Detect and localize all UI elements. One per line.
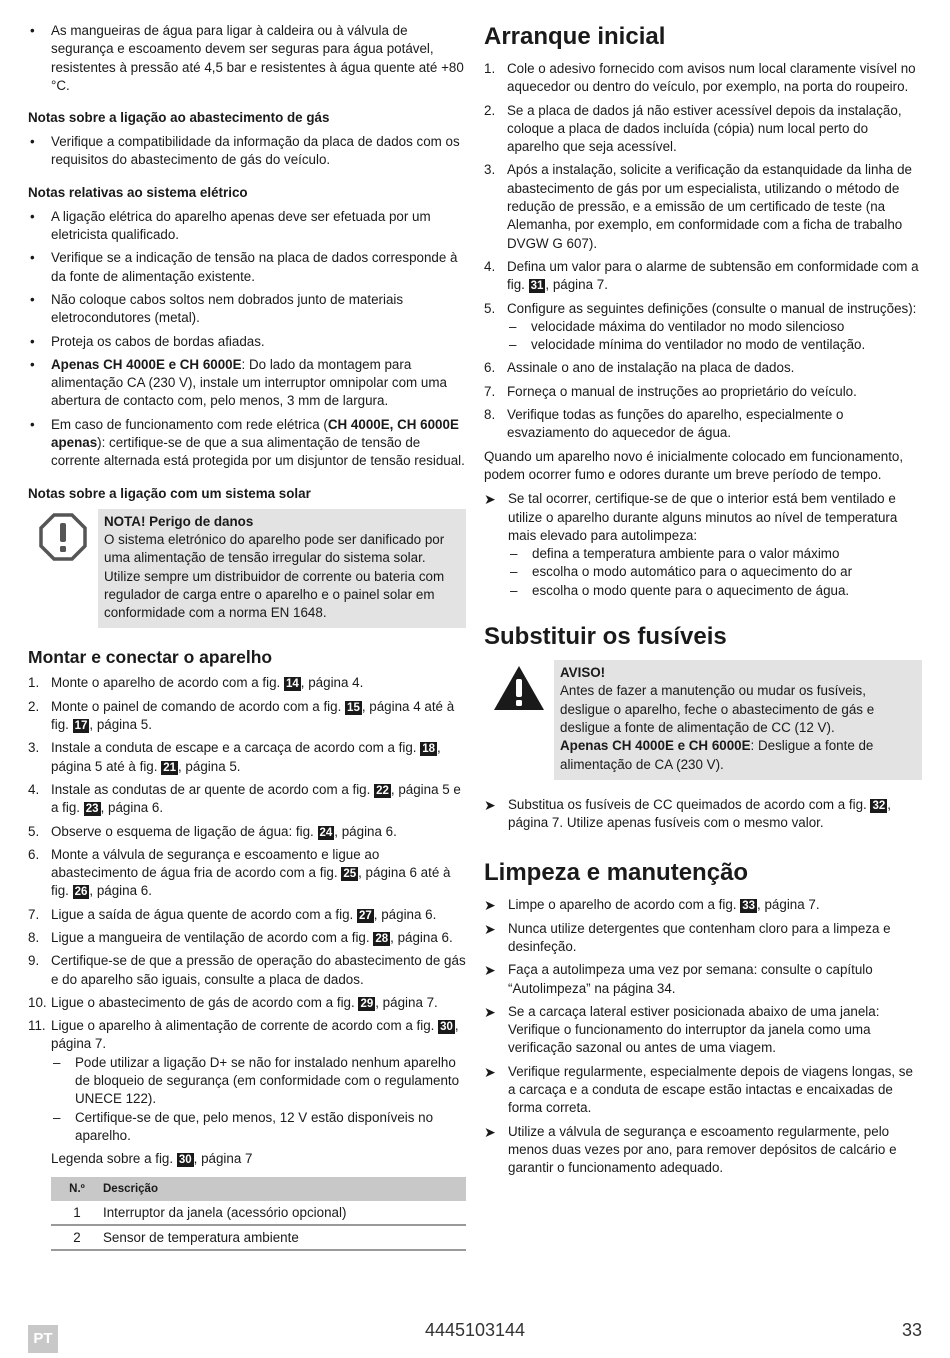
action-text: Se a carcaça lateral estiver posicionada abaixo de uma janela: Verifique o funcionamento do interruptor da janela como uma verificação sazonal ou antes de uma viagem. — [508, 1003, 880, 1056]
cell-number: 1 — [51, 1201, 103, 1225]
step-text: , página 5. — [89, 717, 152, 733]
arrow-icon: ➤ — [484, 897, 496, 914]
bullet-item — [28, 356, 466, 411]
figure-ref: 32 — [872, 799, 886, 812]
step-number: 1. — [28, 675, 40, 691]
step-text: , página 7. — [51, 1018, 459, 1052]
step-text: , página 6 até à fig. — [51, 865, 451, 899]
action-text: Substitua os fusíveis de CC queimados de acordo com a fig. — [508, 796, 871, 812]
figure-ref: 30 — [440, 1021, 453, 1034]
language-badge: PT — [28, 1325, 58, 1353]
step-text: , página 6. — [100, 800, 164, 816]
table-row — [51, 1201, 466, 1225]
step-number: 5. — [28, 823, 40, 839]
bullet-text: Em caso de funcionamento com rede elétrica ( — [51, 416, 328, 432]
warning-body — [554, 660, 922, 780]
figure-ref: 26 — [74, 886, 88, 899]
step-item — [484, 102, 922, 157]
arrow-icon: ➤ — [484, 920, 496, 937]
step-text: , página 6. — [334, 823, 397, 839]
start-actions — [484, 490, 922, 600]
action-text: Verifique regularmente, especialmente depois de viagens longas, se a carcaça e a conduta de escape estão intactas e encaixadas de forma correta. — [508, 1063, 913, 1116]
cell-description: Sensor de temperatura ambiente — [103, 1225, 466, 1250]
action-text: Limpe o aparelho de acordo com a fig. — [508, 897, 741, 913]
step-item — [484, 300, 922, 355]
step-text: Assinale o ano de instalação na placa de dados. — [507, 360, 795, 376]
bullet-item: • Verifique se a indicação de tensão na placa de dados corresponde à da fonte de alimentação existente. — [28, 249, 466, 286]
step-number: 3. — [484, 162, 496, 178]
legend-text: Legenda sobre a fig. — [51, 1151, 177, 1167]
step-number: 1. — [484, 61, 496, 76]
figure-ref: 18 — [422, 743, 436, 756]
cleaning-actions — [484, 896, 922, 1177]
dash-item: – escolha o modo automático para o aquecimento do ar — [508, 563, 922, 581]
step-text: , página 5 e a fig. — [51, 781, 461, 816]
dash-item: – Certifique-se de que, pelo menos, 12 V estão disponíveis no aparelho. — [51, 1109, 466, 1146]
figure-ref: 28 — [375, 932, 389, 945]
step-text: Se a placa de dados já não estiver acessível depois da instalação, coloque a placa de dados incluída (cópia) num local perto do aparelho que seja acessível. — [507, 102, 902, 155]
step-text: Configure as seguintes definições (consulte o manual de instruções): — [507, 300, 917, 316]
step-number: 7. — [484, 383, 496, 399]
cell-number: 2 — [51, 1225, 103, 1250]
step-text: Defina um valor para o alarme de subtensão em conformidade com a fig. — [507, 258, 919, 293]
action-item — [484, 920, 922, 957]
step-text: Certifique-se de que a pressão de operação do abastecimento de gás e do aparelho são iguais, consulte a placa de dados. — [51, 953, 466, 987]
notice-text: O sistema eletrónico do aparelho pode ser danificado por uma alimentação de tensão irregular do sistema solar. Utilize sempre um distribuidor de corrente ou bateria com regulador de carga entre o aparelho e o painel solar em conformidade com a norma EN 1648. — [104, 531, 445, 621]
column-header-description: Descrição — [103, 1177, 466, 1201]
mount-steps — [28, 674, 466, 1145]
arrow-icon: ➤ — [484, 962, 496, 979]
step-text: Observe o esquema de ligação de água: fig. — [51, 823, 318, 839]
bullet-item: • Verifique a compatibilidade da informação da placa de dados com os requisitos do abastecimento de gás do veículo. — [28, 133, 466, 170]
action-item — [484, 1063, 922, 1118]
action-text: Utilize a válvula de segurança e escoamento regularmente, pelo menos duas vezes por ano, para remover depósitos de calcário e garantir o funcionamento adequado. — [508, 1123, 897, 1176]
action-text: Faça a autolimpeza uma vez por semana: consulte o capítulo “Autolimpeza” na página 34. — [508, 962, 873, 996]
warning-text: : Desligue a fonte de alimentação de CA (230 V). — [560, 738, 874, 772]
figure-ref: 23 — [85, 803, 99, 816]
table-header-row — [51, 1177, 466, 1201]
model-restriction: Apenas CH 4000E e CH 6000E — [560, 738, 751, 754]
figure-ref: 24 — [319, 826, 333, 839]
dash-item: – Pode utilizar a ligação D+ se não for instalado nenhum aparelho de bloqueio de segurança (em conformidade com o regulamento UNECE 122). — [51, 1054, 466, 1109]
figure-ref: 27 — [358, 909, 372, 922]
bullet-item: • Não coloque cabos soltos nem dobrados junto de materiais eletrocondutores (metal). — [28, 291, 466, 328]
action-item — [484, 1123, 922, 1178]
warning-title: AVISO! — [560, 665, 606, 681]
step-number: 6. — [28, 846, 40, 862]
action-item — [484, 796, 922, 833]
document-number: 4445103144 — [424, 1320, 526, 1340]
step-number: 8. — [28, 929, 40, 945]
electrical-notes — [28, 208, 466, 471]
arrow-icon: ➤ — [484, 1003, 496, 1020]
step-text: Após a instalação, solicite a verificação da estanquidade da linha de abastecimento de gás por um especialista, utilizando o método de redução de pressão, e a emissão de um certificado de teste (na Alemanha, por exemplo, em conformidade com a ficha de trabalho DVGW G 607). — [507, 162, 912, 251]
figure-ref: 21 — [163, 761, 176, 774]
step-item — [28, 739, 466, 776]
cleaning-heading: Limpeza e manutenção — [484, 859, 749, 887]
dash-item: – escolha o modo quente para o aquecimento de água. — [508, 582, 922, 600]
step-item — [484, 406, 922, 443]
figure-ref: 25 — [343, 868, 357, 881]
step-text: , página 7. — [375, 994, 438, 1010]
step-text: Monte o painel de comando de acordo com a fig. — [51, 698, 346, 714]
legend-text: , página 7 — [193, 1151, 253, 1167]
action-text: Se tal ocorrer, certifique-se de que o interior está bem ventilado e utilize o aparelho durante alguns minutos ao nível de temperatura mais elevado para autolimpeza: — [508, 491, 898, 543]
water-hose-notes — [28, 22, 466, 95]
step-number: 9. — [28, 953, 40, 969]
damage-notice — [28, 509, 466, 629]
step-number: 3. — [28, 740, 40, 756]
step-text: , página 4 até à fig. — [51, 698, 455, 733]
bullet-item: • Proteja os cabos de bordas afiadas. — [28, 333, 466, 351]
action-text: Nunca utilize detergentes que contenham cloro para a limpeza e desinfeção. — [508, 920, 891, 954]
step-number: 11. — [28, 1018, 46, 1034]
step-text: , página 7. — [545, 277, 608, 293]
solar-heading: Notas sobre a ligação com um sistema solar — [28, 485, 311, 501]
table-row — [51, 1225, 466, 1250]
bullet-item: • As mangueiras de água para ligar à caldeira ou à válvula de segurança e escoamento devem ser seguras para água potável, resistentes à pressão até 4,5 bar e resistentes à água quente até +80 °C. — [28, 22, 466, 95]
step-item — [484, 161, 922, 252]
fuse-actions — [484, 796, 922, 833]
step-text: , página 4. — [300, 675, 364, 691]
bullet-item: • A ligação elétrica do aparelho apenas deve ser efetuada por um eletricista qualificado. — [28, 208, 466, 245]
step-text: Monte o aparelho de acordo com a fig. — [51, 675, 284, 691]
figure-ref: 17 — [74, 720, 88, 733]
step-text: Ligue a saída de água quente de acordo com a fig. — [51, 906, 357, 922]
step-text: Ligue o aparelho à alimentação de corrente de acordo com a fig. — [51, 1018, 439, 1034]
notice-body — [98, 509, 466, 629]
step-text: Ligue a mangueira de ventilação de acordo com a fig. — [51, 929, 374, 945]
arrow-icon: ➤ — [484, 1063, 496, 1080]
step-item — [28, 846, 466, 901]
start-steps — [484, 60, 922, 443]
dash-item: – velocidade mínima do ventilador no modo de ventilação. — [507, 336, 922, 354]
step-item — [28, 823, 466, 841]
step-text: Instale a conduta de escape e a carcaça de acordo com a fig. — [51, 740, 421, 756]
step-number: 2. — [28, 698, 40, 714]
figure-ref: 14 — [286, 678, 299, 691]
start-heading: Arranque inicial — [484, 23, 666, 50]
model-restriction: Apenas CH 4000E e CH 6000E — [51, 356, 242, 372]
step-item — [484, 60, 922, 97]
dash-list — [507, 318, 922, 355]
dash-list — [51, 1054, 466, 1145]
bullet-text: ): certifique-se de que a sua alimentação de tensão de corrente alternada está protegida por um disjuntor de tensão residual. — [51, 435, 465, 469]
fuse-heading: Substituir os fusíveis — [484, 623, 727, 651]
warning-icon — [484, 660, 554, 780]
figure-ref: 22 — [376, 784, 389, 797]
step-item — [28, 906, 466, 924]
fuse-warning — [484, 660, 922, 780]
arrow-icon: ➤ — [484, 1123, 496, 1140]
dash-item: – velocidade máxima do ventilador no modo silencioso — [507, 318, 922, 336]
notice-icon — [28, 509, 98, 629]
action-item — [484, 490, 922, 600]
bullet-text: : Do lado da montagem para alimentação CA (230 V), instale um interruptor omnipolar com uma abertura de contacto com, pelo menos, 3 mm de largura. — [51, 356, 447, 409]
step-text: Forneça o manual de instruções ao proprietário do veículo. — [507, 383, 857, 399]
step-number: 2. — [484, 102, 496, 118]
legend-caption — [28, 1150, 466, 1168]
gas-heading: Notas sobre a ligação ao abastecimento de gás — [28, 110, 330, 126]
step-number: 5. — [484, 300, 496, 316]
step-item — [28, 781, 466, 818]
start-paragraph: Quando um aparelho novo é inicialmente colocado em funcionamento, podem ocorrer fumo e odores durante um breve período de tempo. — [484, 448, 904, 482]
step-number: 7. — [28, 906, 40, 922]
action-text: , página 7. — [757, 897, 820, 913]
action-item — [484, 961, 922, 998]
step-item — [484, 383, 922, 401]
figure-ref: 15 — [347, 701, 360, 714]
step-text: Monte a válvula de segurança e escoamento e ligue ao abastecimento de água fria de acordo com a fig. — [51, 846, 380, 881]
action-item — [484, 896, 922, 914]
step-text: , página 6. — [373, 906, 437, 922]
figure-ref: 29 — [360, 997, 374, 1010]
step-text: , página 6. — [89, 883, 152, 899]
page-number: 33 — [901, 1320, 922, 1340]
right-column — [484, 22, 922, 1183]
step-item — [28, 1017, 466, 1145]
electrical-heading: Notas relativas ao sistema elétrico — [28, 184, 248, 200]
step-item — [28, 698, 466, 735]
step-text: , página 6. — [390, 929, 453, 945]
step-text: Ligue o abastecimento de gás de acordo com a fig. — [51, 994, 359, 1010]
legend-table — [51, 1177, 466, 1251]
cell-description: Interruptor da janela (acessório opcional) — [103, 1201, 466, 1225]
arrow-icon: ➤ — [484, 491, 496, 508]
step-number: 8. — [484, 407, 496, 423]
step-item — [484, 359, 922, 377]
step-number: 6. — [484, 360, 496, 376]
figure-ref: 33 — [742, 900, 756, 913]
step-text: Cole o adesivo fornecido com avisos num local claramente visível no aquecedor ou dentro do veículo, por exemplo, na porta do roupeiro. — [507, 61, 916, 95]
model-restriction: CH 4000E, CH 6000E apenas — [51, 416, 459, 451]
gas-notes — [28, 133, 466, 170]
mount-heading: Montar e conectar o aparelho — [28, 647, 273, 668]
step-number: 10. — [28, 994, 47, 1010]
step-item — [28, 929, 466, 947]
warning-text: Antes de fazer a manutenção ou mudar os fusíveis, desligue o aparelho, feche o abastecimento de gás e desligue a fonte de alimentação de CC (12 V). — [560, 683, 875, 735]
dash-list — [508, 545, 922, 600]
figure-ref: 31 — [530, 280, 544, 293]
notice-title: NOTA! Perigo de danos — [104, 513, 254, 529]
step-text: Instale as condutas de ar quente de acordo com a fig. — [51, 781, 375, 797]
column-header-number: N.º — [51, 1177, 103, 1201]
step-text: , página 5 até à fig. — [51, 740, 441, 774]
step-number: 4. — [484, 258, 496, 274]
figure-ref: 30 — [178, 1154, 192, 1167]
dash-item: – defina a temperatura ambiente para o valor máximo — [508, 545, 922, 563]
step-item — [28, 952, 466, 989]
action-text: , página 7. Utilize apenas fusíveis com o mesmo valor. — [508, 796, 892, 831]
step-item — [28, 674, 466, 692]
bullet-item — [28, 416, 466, 471]
step-item — [484, 258, 922, 295]
step-number: 4. — [28, 781, 40, 797]
step-item — [28, 994, 466, 1012]
left-column — [28, 22, 466, 1251]
arrow-icon: ➤ — [484, 796, 496, 813]
action-item — [484, 1003, 922, 1058]
step-text: Verifique todas as funções do aparelho, especialmente o esvaziamento do aquecedor de água. — [507, 407, 844, 441]
step-text: , página 5. — [177, 758, 241, 774]
